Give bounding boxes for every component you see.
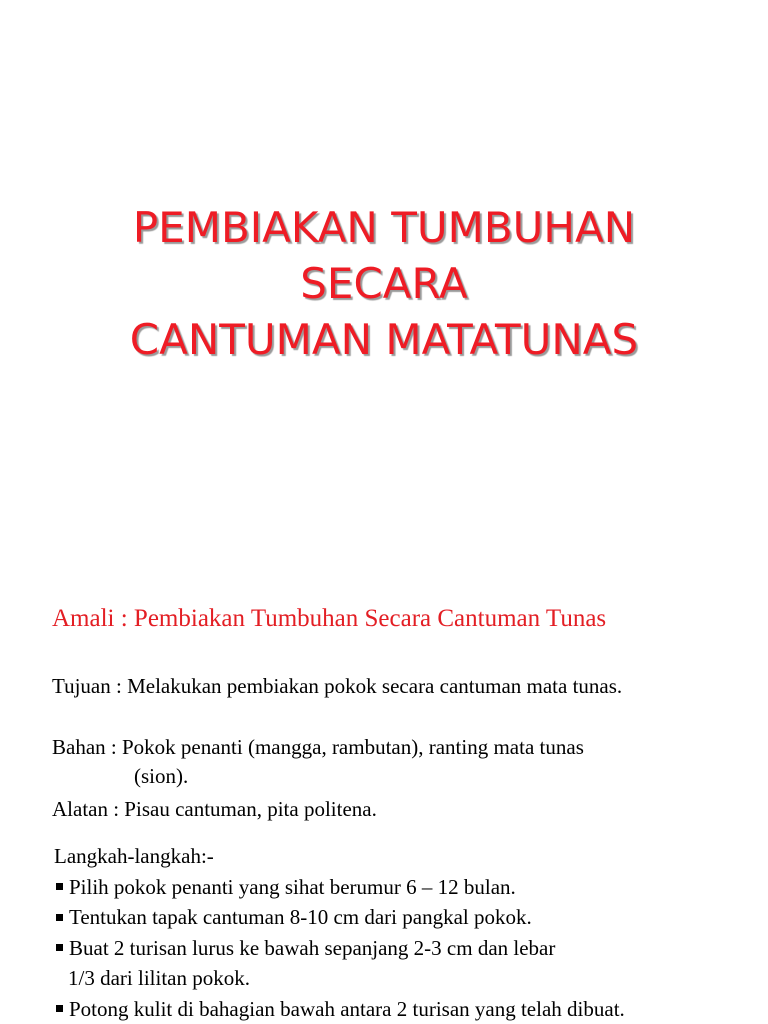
bullet-icon [56,914,63,921]
bahan-line-1: Bahan : Pokok penanti (mangga, rambutan), ranting mata tunas [52,735,584,759]
list-item [54,872,625,903]
bullet-icon [56,1005,63,1012]
tujuan-text: Tujuan : Melakukan pembiakan pokok secara cantuman mata tunas. [52,674,623,698]
amali-heading: Amali : Pembiakan Tumbuhan Secara Cantuman Tunas [52,605,607,632]
bahan-text [52,733,584,791]
step-text: Pilih pokok penanti yang sihat berumur 6 – 12 bulan. [69,874,516,899]
slide-title [0,200,768,368]
step-text: Tentukan tapak cantuman 8-10 cm dari pangkal pokok. [69,905,532,929]
list-item [54,902,625,933]
step-text: Potong kulit di bahagian bawah antara 2 turisan yang telah dibuat. [69,996,625,1021]
alatan-text: Alatan : Pisau cantuman, pita politena. [52,797,377,821]
steps-heading: Langkah-langkah:- [54,844,214,868]
bullet-icon [56,883,63,890]
step-text: Buat 2 turisan lurus ke bawah sepanjang 2-3 cm dan lebar [69,935,556,960]
list-item [54,994,625,1024]
bahan-line-2: (sion). [134,764,189,788]
steps-list [54,841,625,1024]
title-line-1: PEMBIAKAN TUMBUHAN [132,203,636,252]
title-line-2: SECARA [300,259,468,308]
bullet-icon [56,944,63,951]
title-line-3: CANTUMAN MATATUNAS [129,315,639,364]
list-item [54,933,625,964]
step-continuation: 1/3 dari lilitan pokok. [68,966,250,990]
